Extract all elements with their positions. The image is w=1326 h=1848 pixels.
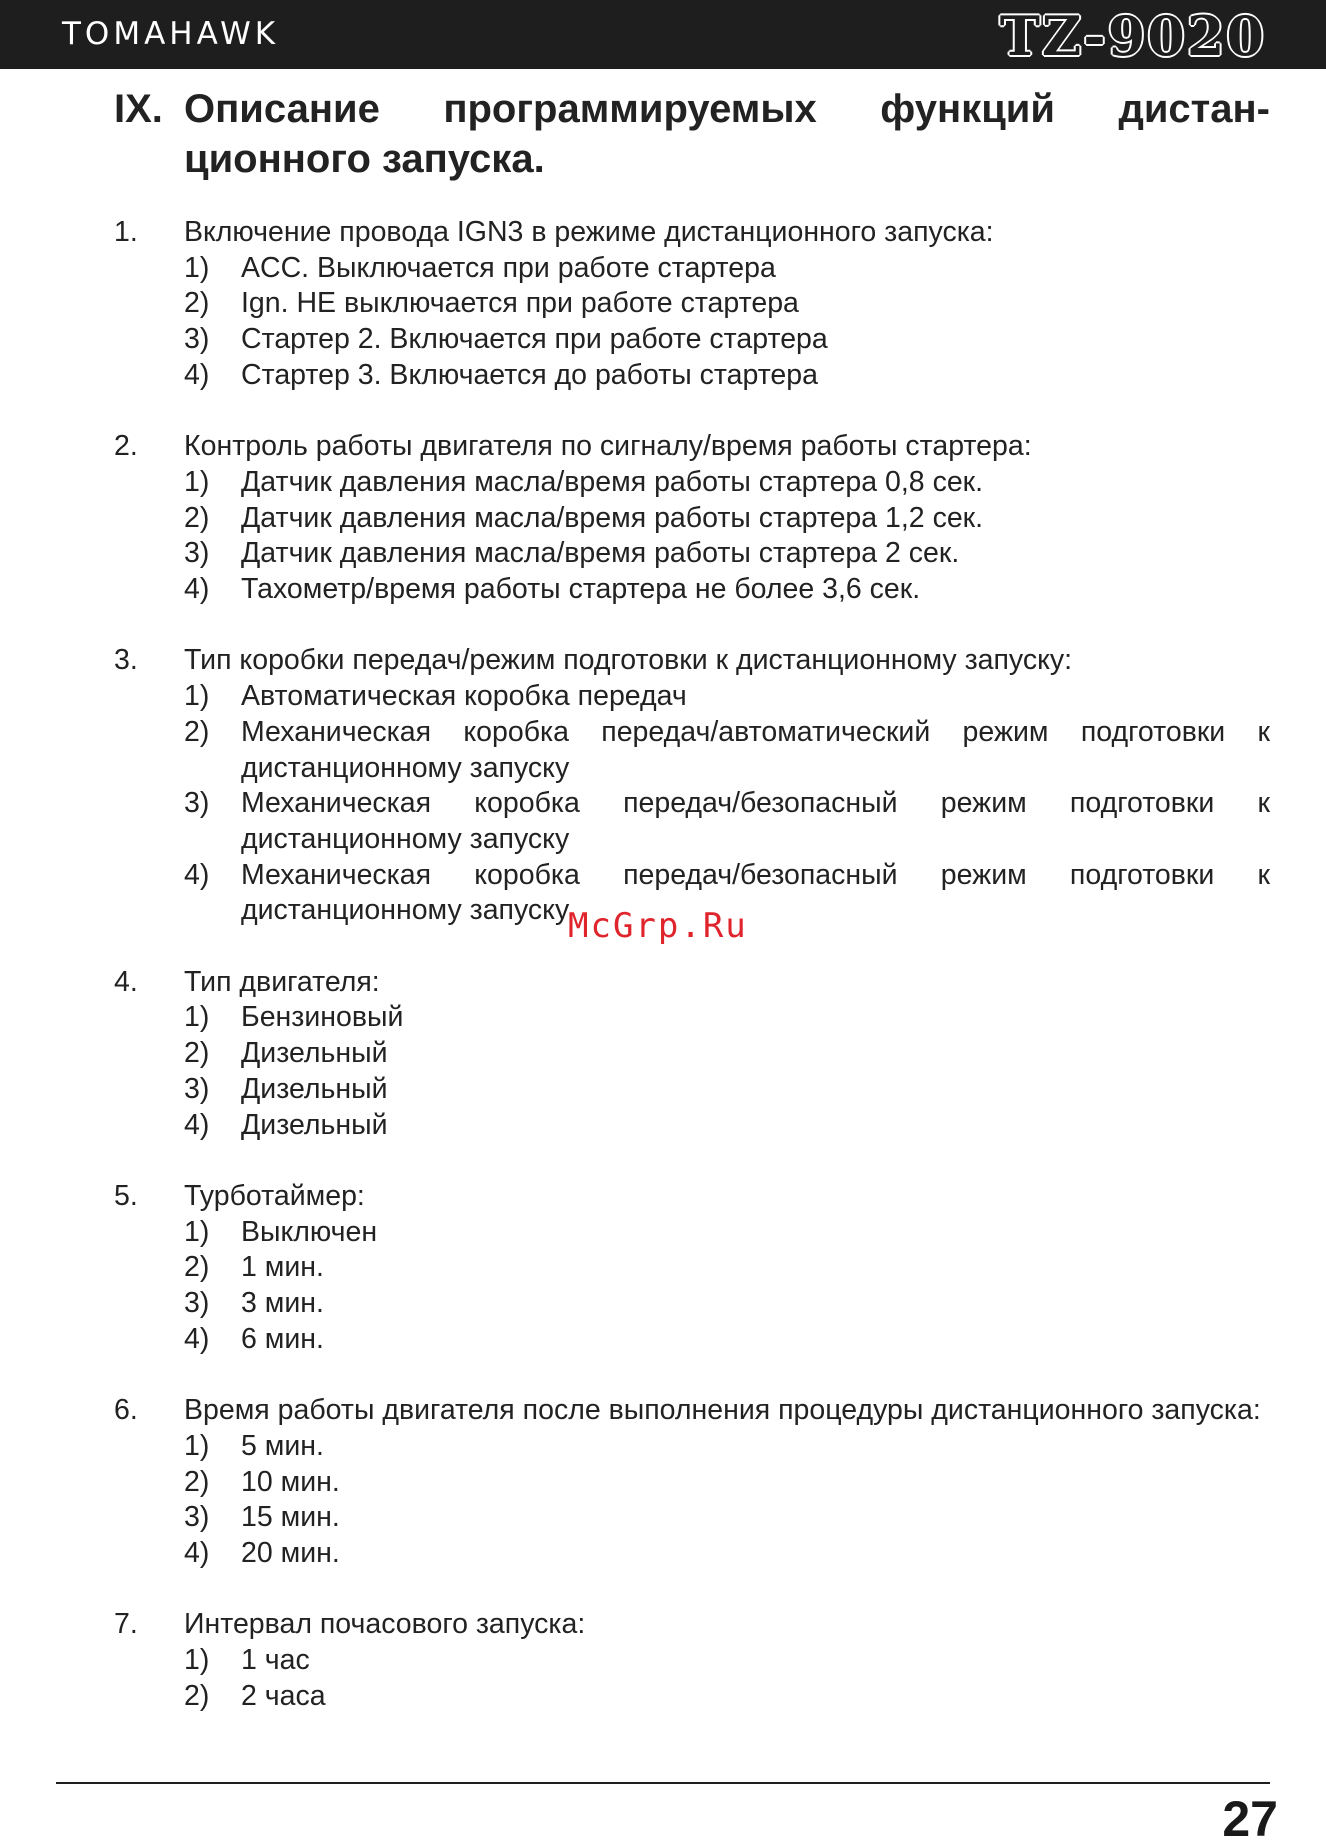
section-heading: Тип двигателя: — [184, 965, 380, 998]
brand-logo: TOMAHAWK — [62, 16, 280, 52]
list-item — [184, 715, 1270, 786]
option-number: 3) — [184, 1501, 210, 1534]
section-heading: Тип коробки передач/режим подготовки к дистанционному запуску: — [184, 644, 1073, 677]
function-section — [114, 643, 1270, 929]
list-item — [184, 1215, 1270, 1251]
option-number: 1) — [184, 680, 210, 713]
option-number: 2) — [184, 1679, 210, 1712]
function-section — [114, 1607, 1270, 1714]
list-item — [184, 1500, 1270, 1536]
option-text: Выключен — [241, 1215, 378, 1248]
list-item — [184, 1072, 1270, 1108]
list-item — [184, 1036, 1270, 1072]
option-text: Бензиновый — [241, 1001, 404, 1034]
option-number: 1) — [184, 1644, 210, 1677]
list-item — [184, 1108, 1270, 1144]
option-text: 10 мин. — [241, 1465, 340, 1498]
section-title-number: IX. — [114, 87, 163, 131]
section-number: 1. — [114, 216, 138, 248]
option-number: 3) — [184, 787, 210, 820]
section-heading: Контроль работы двигателя по сигналу/время работы стартера: — [184, 430, 1032, 463]
option-text: 5 мин. — [241, 1429, 324, 1462]
list-item — [184, 322, 1270, 358]
section-heading: Интервал почасового запуска: — [184, 1608, 586, 1641]
option-text: 1 час — [241, 1644, 310, 1677]
list-item — [184, 501, 1270, 537]
option-text: Ign. НЕ выключается при работе стартера — [241, 287, 799, 320]
option-number: 4) — [184, 1322, 210, 1355]
list-item — [184, 679, 1270, 715]
section-number: 4. — [114, 965, 138, 998]
list-item — [184, 572, 1270, 608]
model-name: TZ-9020 — [999, 4, 1266, 68]
section-heading: Время работы двигателя после выполнения процедуры дистанционного запуска: — [184, 1394, 1261, 1427]
option-number: 4) — [184, 1536, 210, 1569]
option-number: 2) — [184, 1037, 210, 1070]
option-text: 1 мин. — [241, 1251, 324, 1284]
option-text: Дизельный — [241, 1037, 388, 1070]
option-text: Стартер 2. Включается при работе стартера — [241, 323, 828, 356]
option-text: Датчик давления масла/время работы стартера 2 сек. — [241, 537, 960, 570]
option-text: ACC. Выключается при работе стартера — [241, 251, 776, 284]
section-number: 2. — [114, 430, 138, 463]
option-text: Тахометр/время работы стартера не более 3,6 сек. — [241, 573, 921, 606]
option-text: Механическая коробка передач/автоматический режим подготовки к дистанционному запуску — [241, 715, 1270, 784]
function-section — [114, 1179, 1270, 1358]
section-number: 3. — [114, 644, 138, 677]
option-number: 3) — [184, 1072, 210, 1105]
option-number: 1) — [184, 251, 210, 284]
function-section — [114, 1393, 1270, 1572]
list-item — [184, 1429, 1270, 1465]
function-list — [114, 215, 1270, 1750]
option-number: 2) — [184, 501, 210, 534]
option-text: Дизельный — [241, 1108, 388, 1141]
option-text: Механическая коробка передач/безопасный режим подготовки к дистанционному запуску — [241, 787, 1270, 855]
option-text: Датчик давления масла/время работы стартера 1,2 сек. — [241, 501, 984, 534]
section-title-text: Описание программируемых функций дистан-ционного запуска. — [184, 87, 1270, 181]
option-number: 2) — [184, 715, 210, 748]
option-number: 2) — [184, 1465, 210, 1498]
option-number: 1) — [184, 465, 210, 498]
option-text: Дизельный — [241, 1072, 388, 1105]
list-item — [184, 358, 1270, 394]
option-text: 15 мин. — [241, 1501, 340, 1534]
list-item — [184, 251, 1270, 287]
option-number: 1) — [184, 1001, 210, 1034]
list-item — [184, 1679, 1270, 1715]
section-number: 6. — [114, 1394, 138, 1427]
option-text: Автоматическая коробка передач — [241, 680, 687, 713]
page-header — [0, 0, 1326, 69]
option-text: 6 мин. — [241, 1322, 324, 1355]
section-number: 5. — [114, 1179, 138, 1212]
footer-divider — [56, 1782, 1270, 1784]
option-text: Механическая коробка передач/безопасный режим подготовки к дистанционному запуску — [241, 858, 1270, 927]
function-section — [114, 965, 1270, 1144]
option-number: 4) — [184, 573, 210, 606]
option-text: Стартер 3. Включается до работы стартера — [241, 358, 818, 391]
list-item — [184, 1322, 1270, 1358]
page-number: 27 — [1222, 1791, 1278, 1847]
option-text: 2 часа — [241, 1679, 326, 1712]
section-number: 7. — [114, 1608, 138, 1641]
function-section — [114, 429, 1270, 608]
list-item — [184, 786, 1270, 857]
list-item — [184, 1465, 1270, 1501]
option-text: 20 мин. — [241, 1536, 340, 1569]
option-number: 4) — [184, 1108, 210, 1141]
list-item — [184, 465, 1270, 501]
option-number: 3) — [184, 1287, 210, 1320]
option-number: 3) — [184, 323, 210, 356]
watermark: McGrp.Ru — [568, 906, 748, 946]
option-number: 2) — [184, 287, 210, 320]
list-item — [184, 286, 1270, 322]
option-number: 2) — [184, 1251, 210, 1284]
option-text: Датчик давления масла/время работы стартера 0,8 сек. — [241, 465, 984, 498]
option-number: 1) — [184, 1215, 210, 1248]
list-item — [184, 1643, 1270, 1679]
option-text: 3 мин. — [241, 1287, 324, 1320]
section-heading: Турботаймер: — [184, 1179, 365, 1212]
function-section — [114, 215, 1270, 394]
option-number: 4) — [184, 858, 210, 891]
list-item — [184, 536, 1270, 572]
option-number: 1) — [184, 1429, 210, 1462]
list-item — [184, 1286, 1270, 1322]
list-item — [184, 1250, 1270, 1286]
list-item — [184, 1000, 1270, 1036]
list-item — [184, 1536, 1270, 1572]
section-heading: Включение провода IGN3 в режиме дистанционного запуска: — [184, 216, 994, 248]
option-number: 4) — [184, 358, 210, 391]
option-number: 3) — [184, 537, 210, 570]
